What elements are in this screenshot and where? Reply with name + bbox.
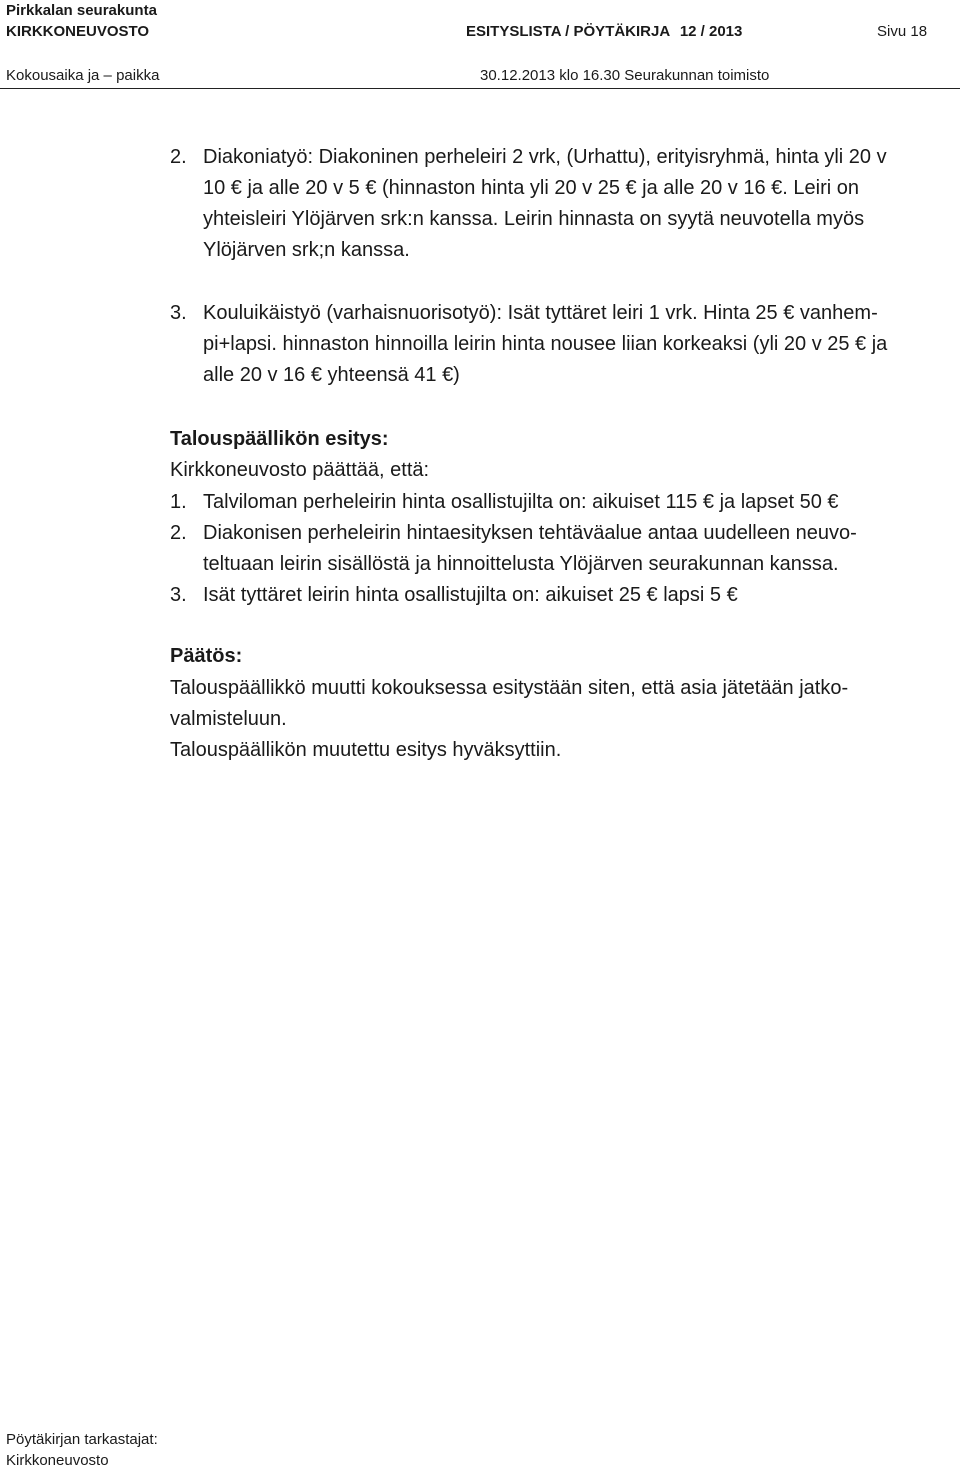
point-text: Talviloman perheleirin hinta osallistujilta on: aikuiset 115 € ja lapset 50 € [203, 491, 839, 513]
item-number: 2. [170, 146, 187, 168]
decision-line-1: Talouspäällikkö muutti kokouksessa esitystään siten, että asia jätetään jatko- [170, 677, 849, 699]
agenda-item-2 [170, 142, 960, 266]
proposal-point-1 [170, 487, 960, 518]
point-text: Isät tyttäret leirin hinta osallistujilta on: aikuiset 25 € lapsi 5 € [203, 584, 738, 606]
agenda-item-3 [170, 298, 960, 391]
decision-line-3: Talouspäällikön muutettu esitys hyväksyttiin. [170, 739, 562, 761]
org-name: Pirkkalan seurakunta [6, 2, 157, 19]
point-number: 1. [170, 491, 187, 513]
footer-label: Pöytäkirjan tarkastajat: [6, 1431, 158, 1448]
header-divider [0, 88, 960, 89]
item-number: 3. [170, 302, 187, 324]
meeting-value: 30.12.2013 klo 16.30 Seurakunnan toimisto [480, 67, 770, 84]
body-name: KIRKKONEUVOSTO [6, 23, 150, 40]
point-number: 3. [170, 584, 187, 606]
proposal-point-2 [170, 518, 960, 580]
point-text: Diakonisen perheleirin hintaesityksen tehtäväalue antaa uudelleen neuvo- teltuaan leirin sisällöstä ja hinnoittelusta Ylöjärven seurakunnan kanssa. [203, 522, 857, 575]
item-text: Diakoniatyö: Diakoninen perheleiri 2 vrk, (Urhattu), erityisryhmä, hinta yli 20 v 10 € ja alle 20 v 5 € (hinnaston hinta yli 20 v 25 € ja alle 20 v 16 €. Leiri on yhteisleiri Ylöjärven srk:n kanssa. Leirin hinnasta on syytä neuvotella myös Ylöjärven srk;n kanssa. [203, 146, 887, 261]
document-number: 12 / 2013 [679, 23, 743, 40]
proposal-intro: Kirkkoneuvosto päättää, että: [170, 459, 430, 481]
page-number: Sivu 18 [877, 23, 928, 40]
decision-line-2: valmisteluun. [170, 708, 287, 730]
document-type [466, 23, 742, 41]
item-text: Kouluikäistyö (varhaisnuorisotyö): Isät tyttäret leiri 1 vrk. Hinta 25 € vanhem- pi+lapsi. hinnaston hinnoilla leirin hinta nousee liian korkeaksi (yli 20 v 25 € ja alle 20 v 16 € yhteensä 41 €) [203, 302, 888, 386]
decision-heading: Päätös: [170, 645, 243, 667]
footer-value: Kirkkoneuvosto [6, 1452, 109, 1469]
proposal-heading: Talouspäällikön esitys: [170, 428, 389, 450]
document-type-label: ESITYSLISTA / PÖYTÄKIRJA [466, 23, 670, 40]
proposal-point-3 [170, 580, 960, 611]
meeting-label: Kokousaika ja – paikka [6, 67, 160, 84]
point-number: 2. [170, 522, 187, 544]
